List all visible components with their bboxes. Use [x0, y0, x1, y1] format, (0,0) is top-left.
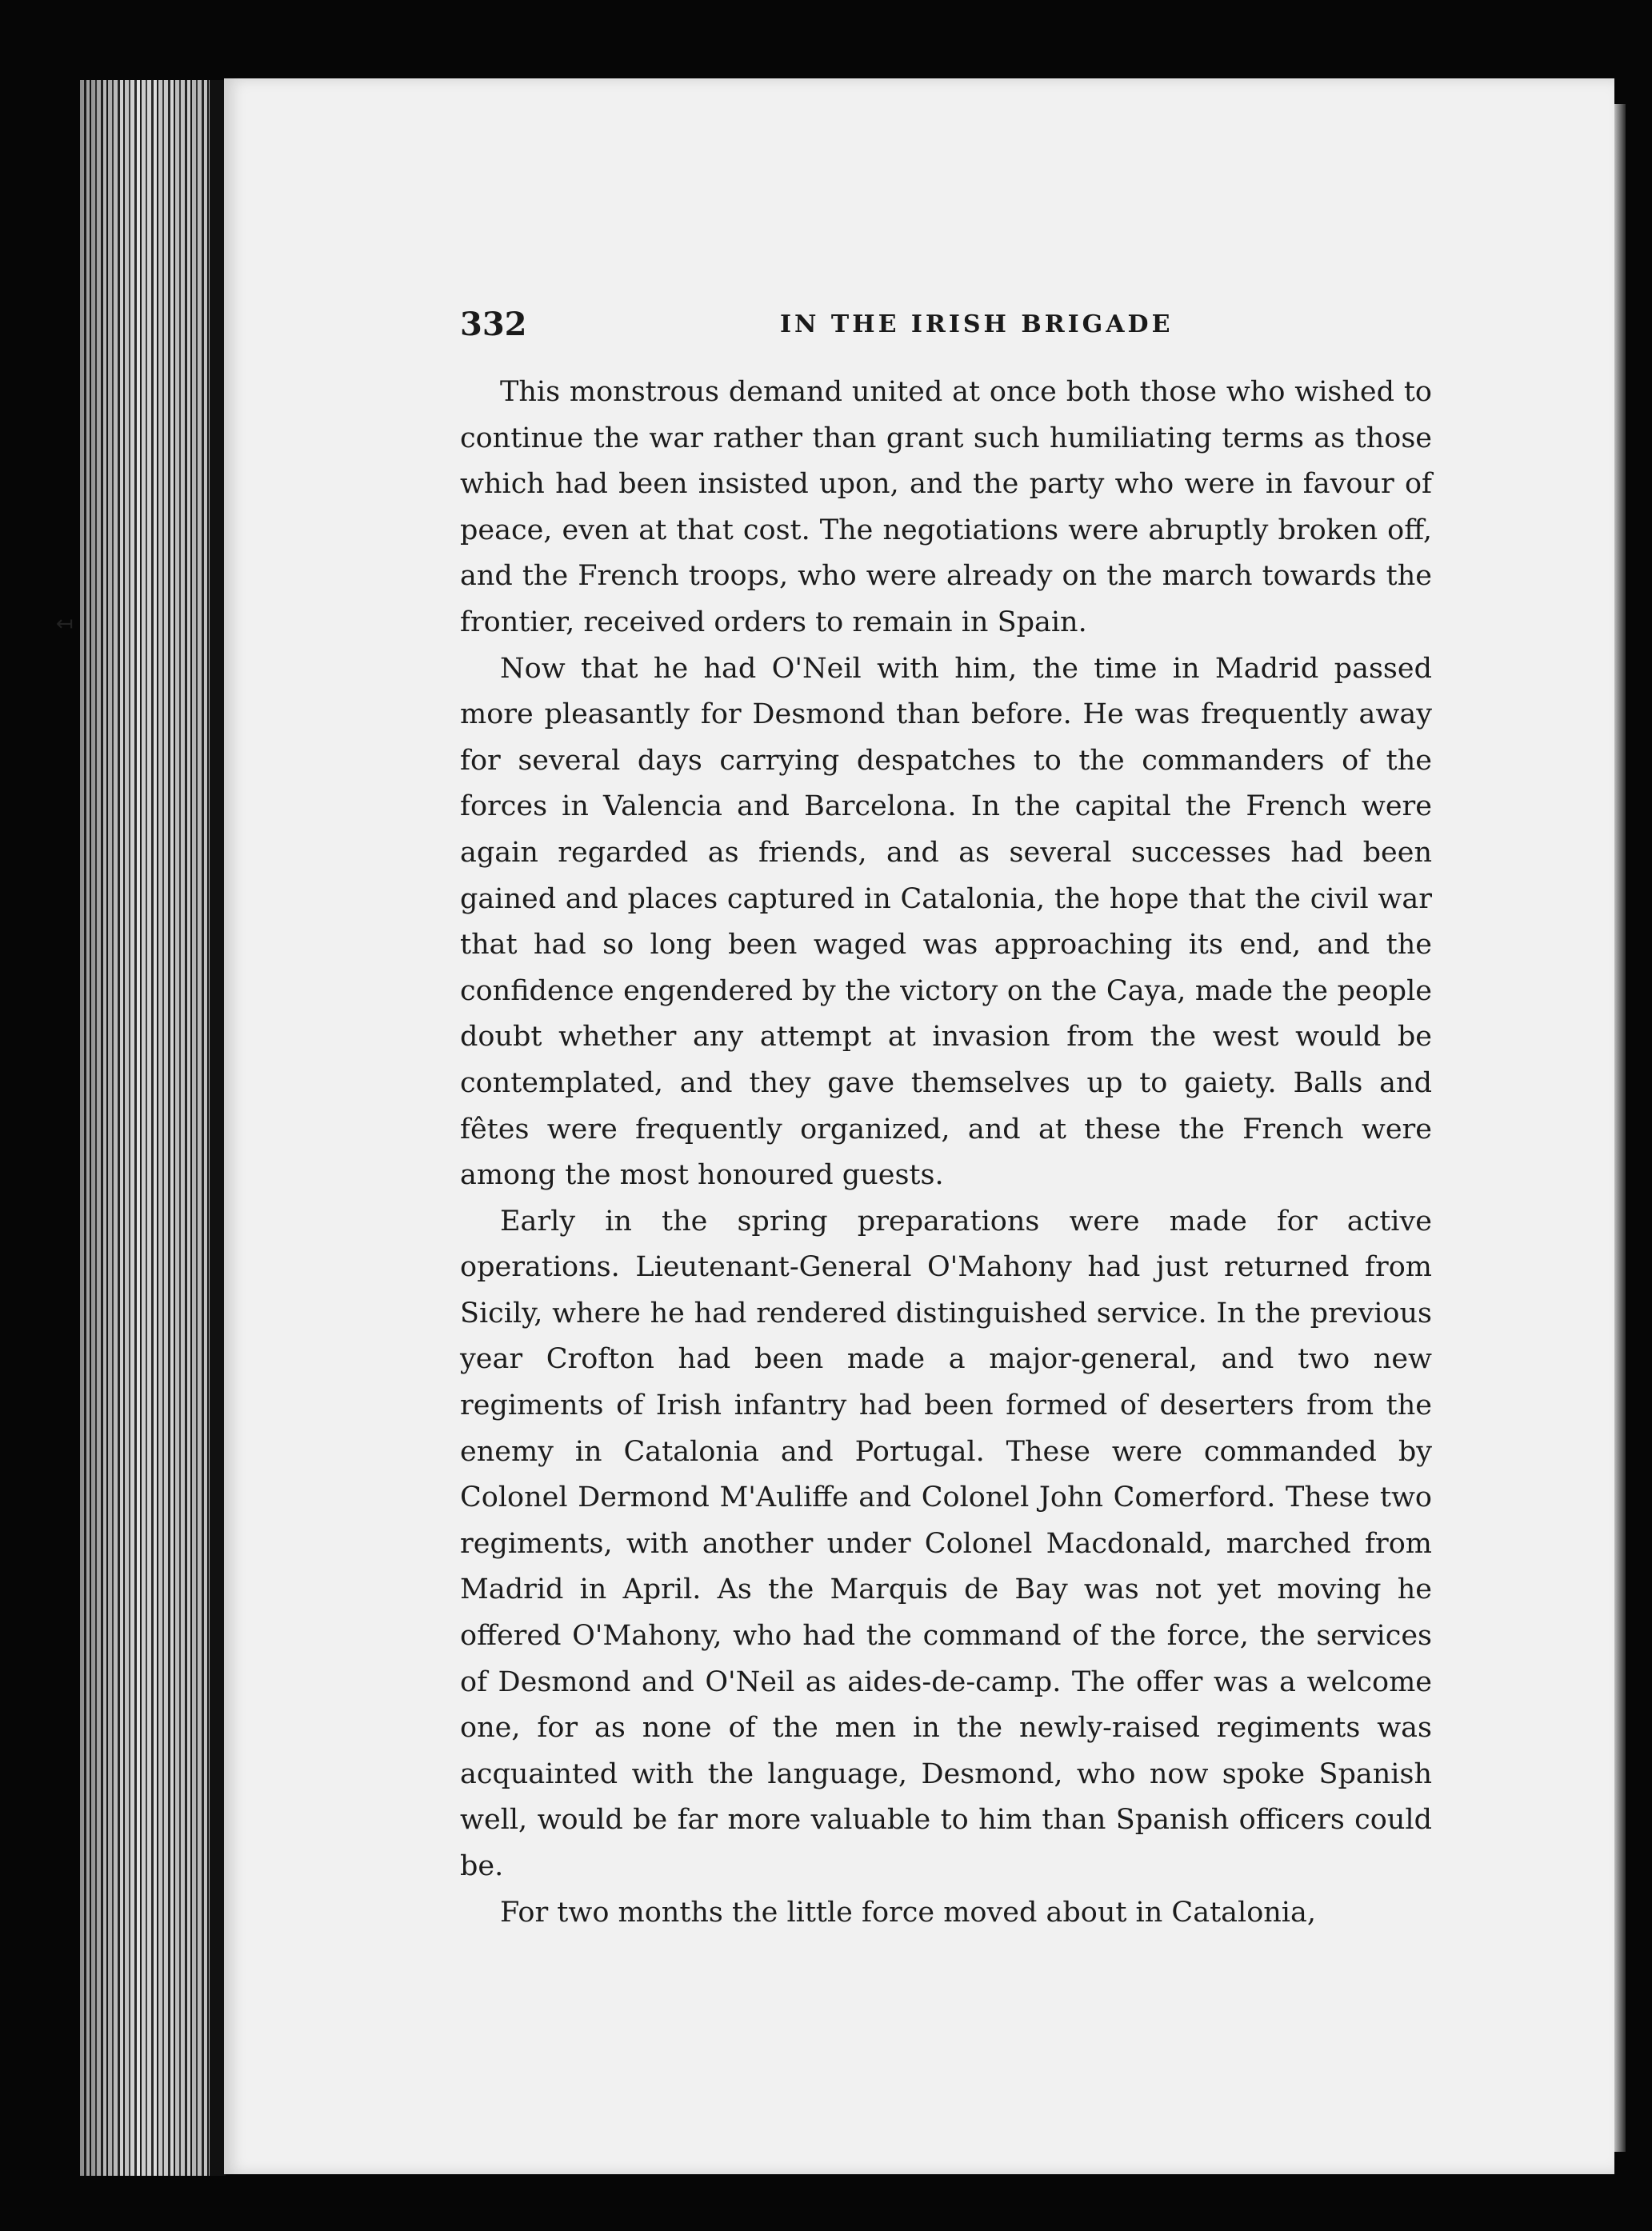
page-number: 332	[460, 306, 527, 343]
running-head: IN THE IRISH BRIGADE	[780, 310, 1174, 338]
paragraph: For two months the little force moved about in Catalonia,	[500, 1896, 1316, 1929]
paragraph: This monstrous demand united at once both those who wished to continue the war rather than grant such humiliating terms as those which had been insisted upon, and the party who were in favour of peace, even at that cost. The negotiations were abruptly broken off, and the French troops, who were already on the march towards the frontier, received orders to remain in Spain.	[460, 376, 1432, 638]
paragraph: Now that he had O'Neil with him, the time in Madrid passed more pleasantly for Desmond than before. He was frequently away for several days carrying despatches to the commanders of the forces in Valencia and Barcelona. In the capital the French were again regarded as friends, and as several successes had been gained and places captured in Catalonia, the hope that the civil war that had so long been waged was approaching its end, and the confidence engendered by the victory on the Caya, made the people doubt whether any attempt at invasion from the west would be contemplated, and they gave themselves up to gaiety. Balls and fêtes were frequently organized, and at these the French were among the most honoured guests.	[460, 652, 1432, 1192]
page-right-edge	[1614, 104, 1626, 2152]
page-edges-shading	[80, 80, 224, 2176]
page-header	[460, 306, 1204, 354]
body-text	[460, 370, 1432, 1936]
margin-mark: ↤	[56, 612, 74, 636]
book-gutter	[210, 80, 226, 2176]
paragraph: Early in the spring preparations were made for active operations. Lieutenant-General O'Mahony had just returned from Sicily, where he had rendered distinguished service. In the previous year Crofton had been made a major-general, and two new regiments of Irish infantry had been formed of deserters from the enemy in Catalonia and Portugal. These were commanded by Colonel Dermond M'Auliffe and Colonel John Comerford. These two regiments, with another under Colonel Macdonald, marched from Madrid in April. As the Marquis de Bay was not yet moving he offered O'Mahony, who had the command of the force, the services of Desmond and O'Neil as aides-de-camp. The offer was a welcome one, for as none of the men in the newly-raised regiments was acquainted with the language, Desmond, who now spoke Spanish well, would be far more valuable to him than Spanish officers could be.	[460, 1205, 1432, 1882]
